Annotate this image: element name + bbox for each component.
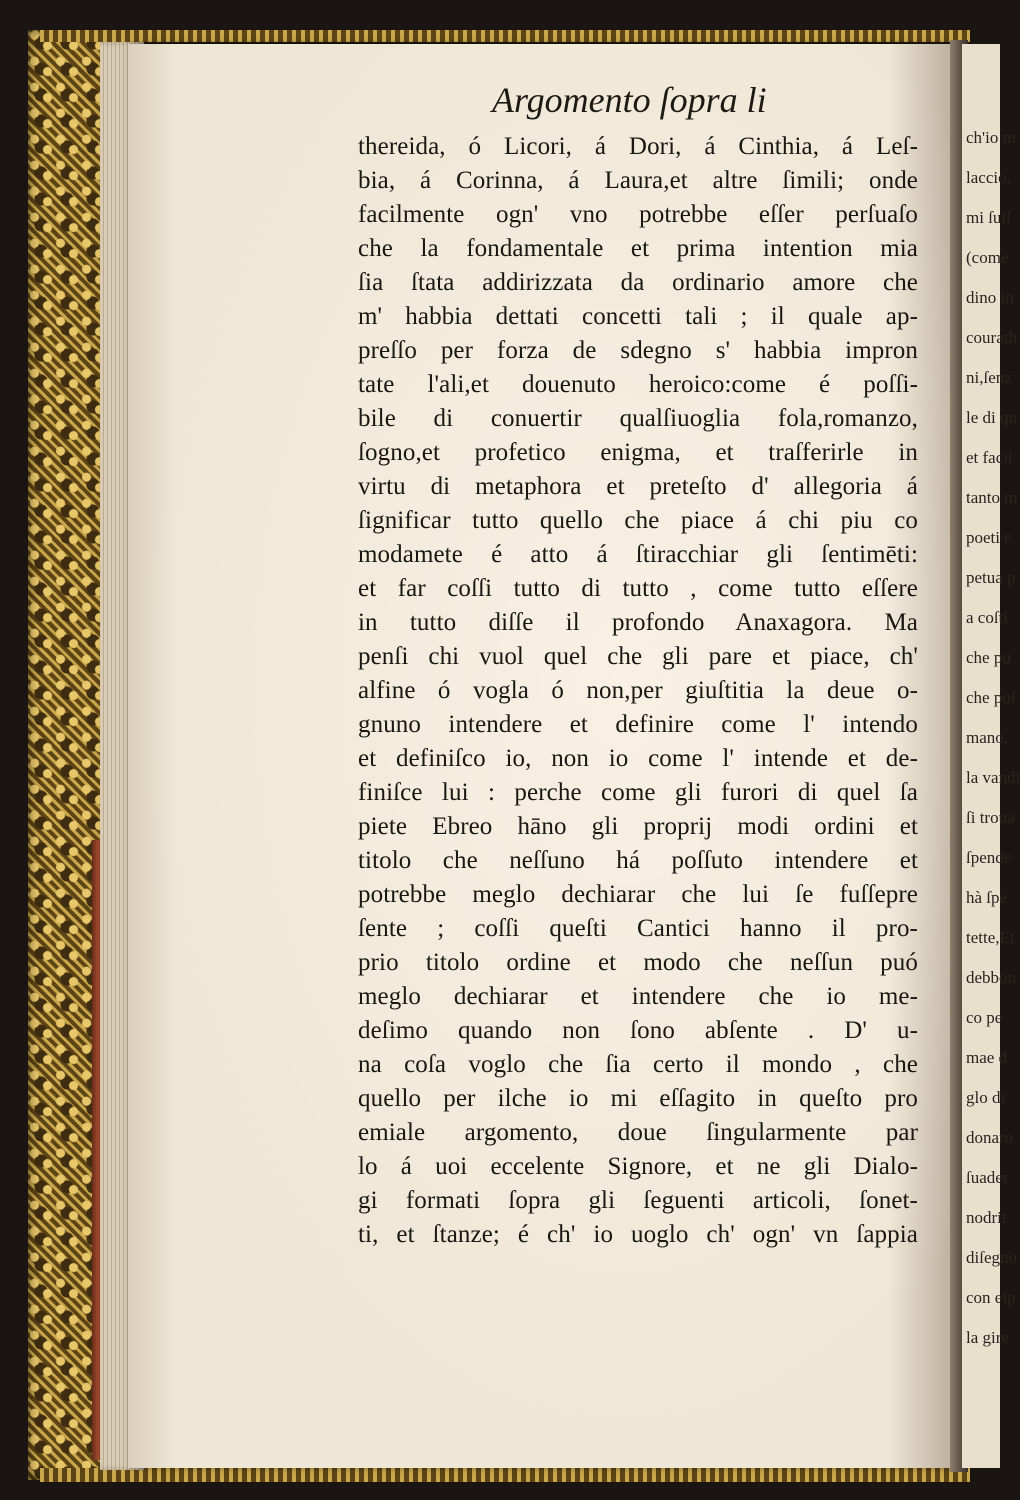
facing-page-fragment: courath <box>966 328 1017 347</box>
text-line: m' habbia dettati concetti tali ; il quale ap- <box>358 303 918 330</box>
facing-page-fragment: hà ſpe <box>966 888 1008 907</box>
facing-page-fragment: diſegno <box>966 1248 1017 1267</box>
text-line: deſimo quando non ſono abſente . D' u- <box>358 1017 918 1044</box>
text-line: thereida, ó Licori, á Dori, á Cinthia, á Leſ- <box>358 133 918 160</box>
facing-page-fragment: mi ſuſſ <box>966 208 1011 227</box>
facing-page-fragment: dino in <box>966 288 1014 307</box>
facing-page-fragment: debbon <box>966 968 1017 987</box>
text-line: et far coſſi tutto di tutto , come tutto eſſere <box>358 575 918 602</box>
facing-page-fragment: che pu <box>966 648 1011 667</box>
text-line: emiale argomento, doue ſingularmente par <box>358 1119 918 1146</box>
text-block <box>358 130 918 1252</box>
facing-page-fragment: (come <box>966 248 1009 267</box>
text-line: quello per ilche io mi eſſagito in queſto pro <box>358 1085 918 1112</box>
text-line: ti, et ſtanze; é ch' io uoglo ch' ogn' vn ſappia <box>358 1221 918 1248</box>
text-line: na coſa voglo che ſia certo il mondo , che <box>358 1051 918 1078</box>
text-line: piete Ebreo hāno gli proprij modi ordini et <box>358 813 918 840</box>
facing-page-fragment: ſi troua <box>966 808 1015 827</box>
facing-page-fragment: ſpende <box>966 848 1012 867</box>
text-line: et definiſco io, non io come l' intende et de- <box>358 745 918 772</box>
facing-page-fragment: co pe <box>966 1008 1003 1027</box>
text-line: prio titolo ordine et modo che neſſun puó <box>358 949 918 976</box>
text-line: che la fondamentale et prima intention mia <box>358 235 918 262</box>
text-line: virtu di metaphora et preteſto d' allegoria á <box>358 473 918 500</box>
facing-page-fragment: laccio, <box>966 168 1011 187</box>
text-line: gi formati ſopra gli ſeguenti articoli, ſonet- <box>358 1187 918 1214</box>
text-line: alfine ó vogla ó non,per giuſtitia la deue o- <box>358 677 918 704</box>
text-line: ſente ; coſſi queſti Cantici hanno il pro- <box>358 915 918 942</box>
running-head: Argomento ſopra li <box>492 80 767 120</box>
facing-page-fragment: ſuader <box>966 1168 1009 1187</box>
binding-top-border <box>40 30 970 42</box>
facing-page-fragment: ni,ſenz <box>966 368 1012 387</box>
facing-page-fragment: la vandi <box>966 768 1020 787</box>
text-line: preſſo per forza de sdegno s' habbia impron <box>358 337 918 364</box>
text-line: meglo dechiarar et intendere che io me- <box>358 983 918 1010</box>
facing-page-fragment: mae d <box>966 1048 1008 1067</box>
text-line: titolo che neſſuno há poſſuto intendere et <box>358 847 918 874</box>
facing-page-fragment: ch'io m <box>966 128 1016 147</box>
facing-page-fragment: poeti e <box>966 528 1012 547</box>
facing-page-fragment: et facil <box>966 448 1013 467</box>
text-line: bile di conuertir qualſiuoglia fola,romanzo, <box>358 405 918 432</box>
facing-page-fragment: a coſti <box>966 608 1009 627</box>
text-line: bia, á Corinna, á Laura,et altre ſimili; onde <box>358 167 918 194</box>
facing-page-fragment: con eſp <box>966 1288 1016 1307</box>
text-line: finiſce lui : perche come gli furori di quel ſa <box>358 779 918 806</box>
text-line: tate l'ali,et douenuto heroico:come é poſſi- <box>358 371 918 398</box>
text-line: potrebbe meglo dechiarar che lui ſe fuſſepre <box>358 881 918 908</box>
text-line: penſi chi vuol quel che gli pare et piace, ch' <box>358 643 918 670</box>
text-line: ſia ſtata addirizzata da ordinario amore che <box>358 269 918 296</box>
facing-page-fragment: nodrit <box>966 1208 1007 1227</box>
facing-page-fragment: che poſ <box>966 688 1016 707</box>
facing-page-fragment: petua p <box>966 568 1016 587</box>
facing-page-fragment: le di qu <box>966 408 1017 427</box>
text-line: ſignificar tutto quello che piace á chi piu co <box>358 507 918 534</box>
facing-page <box>962 44 1020 1468</box>
facing-page-fragment: la gire <box>966 1328 1009 1347</box>
facing-page-fragment: tanto m <box>966 488 1018 507</box>
text-line: lo á uoi eccelente Signore, et ne gli Dialo- <box>358 1153 918 1180</box>
facing-page-fragment: tette,Et <box>966 928 1015 947</box>
text-line: modamete é atto á ſtiracchiar gli ſentimēti: <box>358 541 918 568</box>
facing-page-fragment: donaro <box>966 1128 1014 1147</box>
text-line: facilmente ogn' vno potrebbe eſſer perſuaſo <box>358 201 918 228</box>
facing-page-fragment: mano, <box>966 728 1009 747</box>
facing-page-fragment: glo di <box>966 1088 1006 1107</box>
text-line: in tutto diſſe il profondo Anaxagora. Ma <box>358 609 918 636</box>
text-line: ſogno,et profetico enigma, et traſferirle in <box>358 439 918 466</box>
text-line: gnuno intendere et definire come l' intendo <box>358 711 918 738</box>
binding-bottom-border <box>40 1468 970 1482</box>
